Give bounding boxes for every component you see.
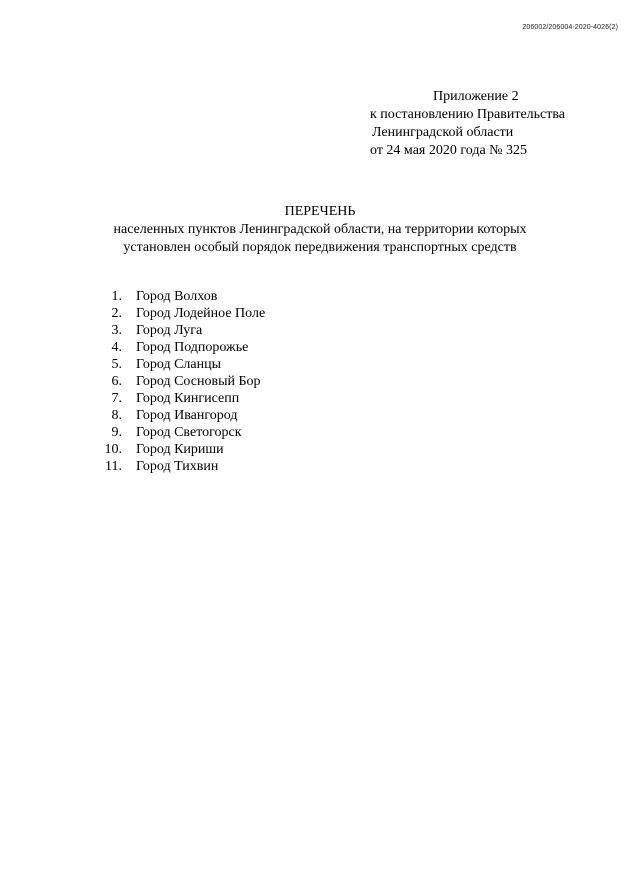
city-list xyxy=(98,288,265,475)
list-item-name: Город Тихвин xyxy=(136,459,219,474)
list-item xyxy=(98,390,265,407)
list-item-number: 8. xyxy=(111,408,122,423)
list-item xyxy=(98,322,265,339)
list-item-number: 10. xyxy=(104,442,122,457)
list-item-name: Город Сланцы xyxy=(136,357,222,372)
appendix-date: от 24 мая 2020 года № 325 xyxy=(370,143,528,158)
list-item-name: Город Лодейное Поле xyxy=(136,306,266,321)
list-item xyxy=(98,458,265,475)
list-item-name: Город Луга xyxy=(136,323,203,338)
list-item-number: 7. xyxy=(111,391,122,406)
list-item xyxy=(98,305,265,322)
list-item-number: 11. xyxy=(105,459,122,474)
heading-title: ПЕРЕЧЕНЬ xyxy=(284,204,356,219)
list-item-name: Город Кириши xyxy=(136,442,224,457)
list-item-number: 5. xyxy=(111,357,122,372)
heading-subtitle-line1: населенных пунктов Ленинградской области, на территории которых xyxy=(113,222,527,237)
list-item-name: Город Ивангород xyxy=(136,408,238,423)
document-id: 206002/206004-2020-4026(2) xyxy=(522,24,618,31)
list-heading xyxy=(0,203,640,257)
list-item-number: 6. xyxy=(111,374,122,389)
list-item xyxy=(98,339,265,356)
list-item-number: 4. xyxy=(111,340,122,355)
list-item xyxy=(98,288,265,305)
list-item-name: Город Светогорск xyxy=(136,425,242,440)
heading-subtitle-line2: установлен особый порядок передвижения транспортных средств xyxy=(123,240,517,255)
list-item-number: 1. xyxy=(111,289,122,304)
list-item xyxy=(98,407,265,424)
appendix-reference: к постановлению Правительства xyxy=(370,107,566,122)
list-item xyxy=(98,373,265,390)
appendix-number: Приложение 2 xyxy=(433,89,519,104)
list-item-name: Город Подпорожье xyxy=(136,340,249,355)
list-item-number: 9. xyxy=(111,425,122,440)
appendix-block xyxy=(370,88,620,160)
list-item-name: Город Волхов xyxy=(136,289,218,304)
list-item-name: Город Сосновый Бор xyxy=(136,374,261,389)
list-item xyxy=(98,424,265,441)
list-item xyxy=(98,356,265,373)
list-item-name: Город Кингисепп xyxy=(136,391,240,406)
list-item-number: 3. xyxy=(111,323,122,338)
appendix-region: Ленинградской области xyxy=(372,125,514,140)
list-item xyxy=(98,441,265,458)
list-item-number: 2. xyxy=(111,306,122,321)
